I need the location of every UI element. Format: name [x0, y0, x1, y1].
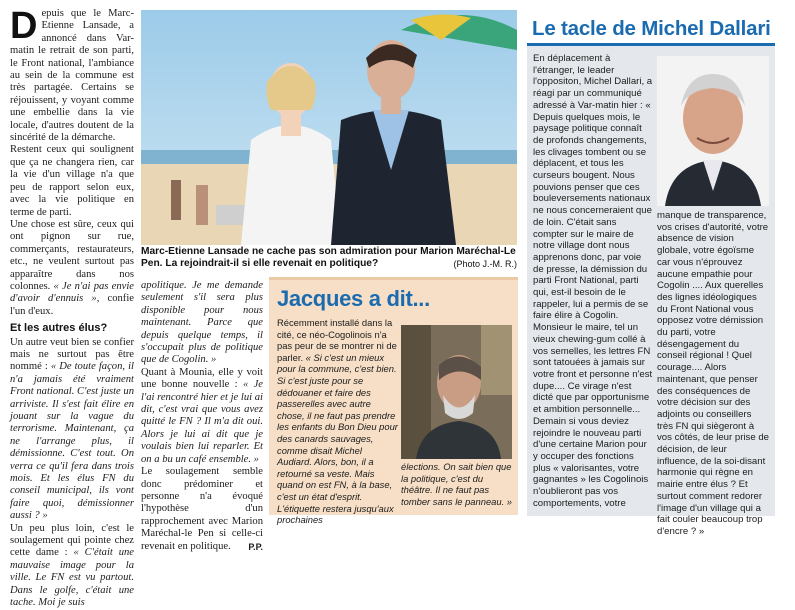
author-signature: P.P. — [248, 541, 263, 552]
jacques-text-end: élections. On sait bien que la politique, c'est du théâtre. Il ne faut pas tomber sans le panneau. » — [401, 461, 513, 507]
portrait-illustration — [657, 56, 769, 206]
article-paragraph: Un peu plus loin, c'est le soulagement qui pointe chez cette dame : « C'était une mauvaise image pour la ville. Le FN est vu partout. Dans le golfe, c'était une tache. Moi je suis — [10, 522, 134, 609]
sidebar-title-bar — [527, 8, 775, 46]
sidebar-text-left: En déplacement à l'étranger, le leader l'oppositon, Michel Dallari, a réagi par un communiqué adressé à Var-matin hier : « Depuis quelques mois, le paysage politique connaît de profonds changements, les clivages tombent ou se déplacent, et tous les curseurs bougent. Nous pouvions penser que ces bouleversements nationaux ne nous concerneraient que de loin. C'était sans compter sur le maire de notre village dont nous apprenons donc, par voie de presse, la démission du parti Front National, parti qui, est-il besoin de le rappeler, lui a permis de se faire élire à Cogolin. Monsieur le maire, tel un vieux chewing-gum collé à vos semelles, les lettres FN sont tatouées à jamais sur votre front et personne n'est dupe.... Ce virage n'est dicté que par opportunisme et ambition personnelle... Demain si vous deviez rejoindre le nouveau parti d'une certaine Marion pour y occuper des fonctions plus « valorisantes, votre gagnantes » les Cogolinois n'oublieront pas vos comportements, votre — [533, 53, 653, 509]
article-paragraph: Le soulagement semble donc prédominer et personne n'a évoqué l'hypothèse d'un rapprochement avec Marion Maréchal-le Pen si celle-ci revenait en politique. P.P. — [141, 466, 263, 552]
sidebar-text-right: manque de transparence, vos crises d'autorité, votre absence de vision globale, votre égoïsme car vous n'éprouvez aucune empathie pour Cogolin .... Aux querelles des lignes idéologiques du Front National vous opposez votre démission du parti, votre désengagement du conseil régional ! Quel courage.... Alors maintenant, que penser des conséquences de votre décision sur des adjoints ou conseillers très FN qui siègeront à vos côtés, de leur prise de décision, de leur influence, de la soi-disant harmonie qui règne en mairie entre élus ? Et surtout comment redorer l'image d'un village qui a fait couler beaucoup trop d'encre ? » — [657, 210, 769, 537]
jacques-text: Récemment installé dans la cité, ce néo-Cogolinois n'a pas peur de se montrer ni de parler. « Si c'est un mieux pour la commune, c'est bien. Si c'est juste pour se dédouaner et faire des passerelles avec autre chose, il ne faut pas prendre les enfants du Bon Dieu pour des canards sauvages, comme disait Michel Audiard. Alors, bon, il a retourné sa veste. Mais quand on est FN, à la base, c'est un état d'esprit. L'étiquette restera jusqu'aux prochaines — [277, 317, 398, 526]
article-paragraph: Un autre veut bien se confier mais ne surtout pas être nommé : « De toute façon, il n'a jamais été vraiment Front national. C'est juste un arriviste. Il s'est fait élire en jouant sur la vague du terrorisme. Maintenant, ça ne l'arrange plus, il démissionne. C'est tout. On verra ce qu'il fera dans trois mois. Et les élus FN du conseil municipal, ils vont faire quoi, démissionner aussi ? » — [10, 336, 134, 522]
article-paragraph: apolitique. Je me demande seulement s'il sera plus disponible pour nous maintenant. Parce que depuis quelque temps, il s'occupait plus de politique que de Cogolin. » — [141, 280, 263, 366]
photo-credit: (Photo J.-M. R.) — [453, 259, 517, 269]
dallari-photo — [657, 56, 769, 206]
article-lead-paragraph: Depuis que le Marc-Etienne Lansade, a annoncé dans Var-matin le retrait de son parti, le Front national, l'ambiance au sein de la commune est très partagée. Certains se réjouissent, y voyant comme une embellie dans la vie locale, d'autres doutent de la sincérité de la démarche. — [10, 5, 134, 144]
sidebar-box — [527, 8, 775, 537]
article-column-1 — [10, 5, 134, 609]
beach-photo-illustration — [141, 10, 517, 245]
drop-cap: D — [10, 5, 38, 47]
article-paragraph: Une chose est sûre, ceux qui ont pignon sur rue, commerçants, restaurateurs, etc., ne veulent surtout pas apparaître dans nos colonnes. « Je n'ai pas envie d'avoir d'ennuis », confie l'un d'eux. — [10, 218, 134, 317]
jacques-title: Jacques a dit... — [277, 286, 430, 311]
article-column-2 — [141, 280, 263, 552]
jacques-box — [269, 277, 518, 526]
article-subheading: Et les autres élus? — [10, 322, 108, 335]
article-paragraph: Quant à Mounia, elle y voit une bonne nouvelle : « Je l'ai rencontré hier et je lui ai dit, c'est vrai que vous avez quitté le FN ? Il m'a dit oui. Alors je lui ai dit que je voulais bien lui reparler. Et on a bu un café ensemble. » — [141, 366, 263, 465]
photo-caption: Marc-Etienne Lansade ne cache pas son admiration pour Marion Maréchal-Le Pen. La rejoindrait-il si elle revenait en politique? (Photo J.-M. R.) — [141, 246, 517, 269]
main-photo — [141, 10, 517, 245]
jacques-photo — [401, 325, 512, 459]
portrait-illustration — [401, 325, 512, 459]
sidebar-title: Le tacle de Michel Dallari — [532, 17, 771, 40]
article-paragraph: Restent ceux qui soulignent que ça ne changera rien, car la vie d'un village n'a que peu de rapport selon eux, avec la vie politique en terme de parti. — [10, 144, 134, 218]
